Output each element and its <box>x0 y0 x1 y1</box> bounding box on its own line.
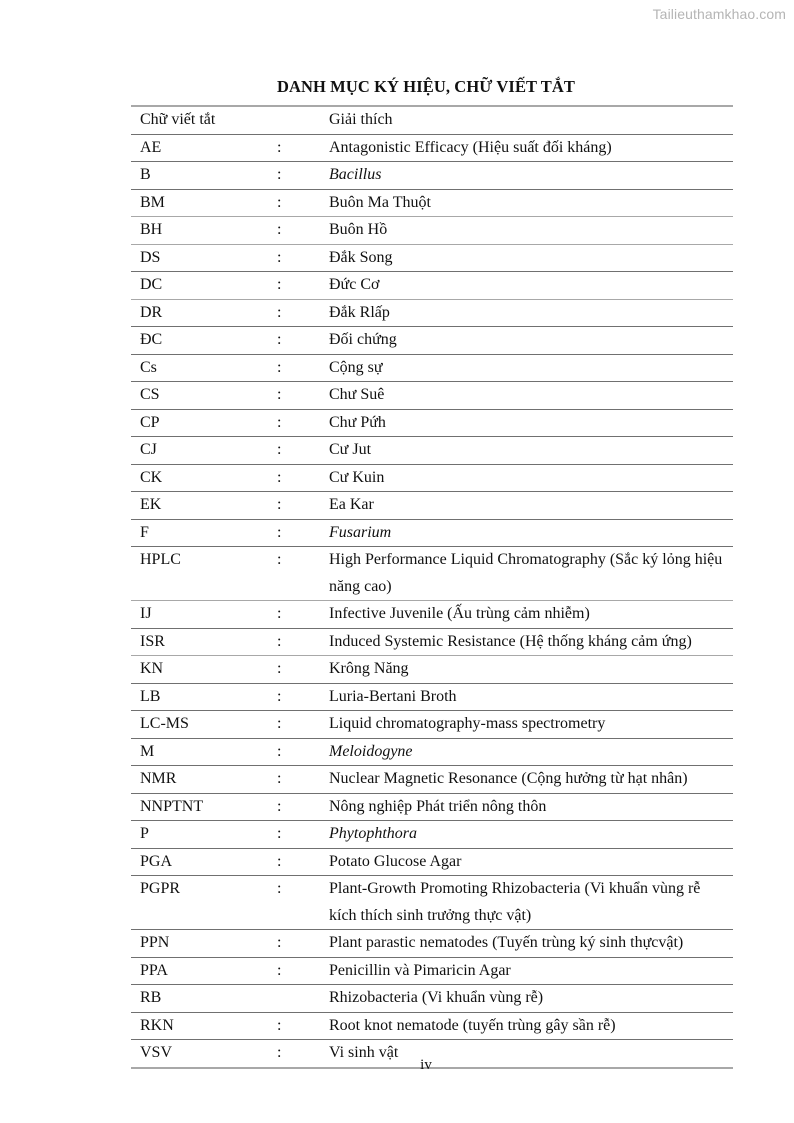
separator-cell: : <box>277 492 329 520</box>
table-row <box>131 547 733 601</box>
header-abbreviation: Chữ viết tắt <box>131 106 277 134</box>
separator-cell: : <box>277 382 329 410</box>
explanation-cell: Cư Jut <box>329 437 733 465</box>
abbreviation-cell: DR <box>131 299 277 327</box>
table-row <box>131 656 733 684</box>
separator-cell: : <box>277 738 329 766</box>
table-row <box>131 876 733 930</box>
separator-cell: : <box>277 217 329 245</box>
explanation-cell: Antagonistic Efficacy (Hiệu suất đối kháng) <box>329 134 733 162</box>
table-row <box>131 1012 733 1040</box>
abbreviation-cell: ĐC <box>131 327 277 355</box>
abbreviation-cell: CS <box>131 382 277 410</box>
abbreviation-table <box>131 105 733 1069</box>
abbreviation-cell: PPN <box>131 930 277 958</box>
table-row <box>131 437 733 465</box>
explanation-cell: Bacillus <box>329 162 733 190</box>
explanation-cell: Đắk Song <box>329 244 733 272</box>
separator-cell: : <box>277 656 329 684</box>
page-number: iv <box>420 1057 432 1073</box>
explanation-cell: Potato Glucose Agar <box>329 848 733 876</box>
explanation-cell: Cư Kuin <box>329 464 733 492</box>
table-row <box>131 628 733 656</box>
explanation-cell: Đắk Rlấp <box>329 299 733 327</box>
separator-cell: : <box>277 683 329 711</box>
table-row <box>131 930 733 958</box>
abbreviation-cell: RB <box>131 985 277 1013</box>
separator-cell: : <box>277 1040 329 1068</box>
table-row <box>131 848 733 876</box>
explanation-cell: Buôn Hồ <box>329 217 733 245</box>
separator-cell: : <box>277 628 329 656</box>
explanation-cell: Plant-Growth Promoting Rhizobacteria (Vi khuẩn vùng rễ kích thích sinh trưởng thực vật) <box>329 876 733 930</box>
separator-cell: : <box>277 876 329 930</box>
abbreviation-cell: NNPTNT <box>131 793 277 821</box>
abbreviation-cell: HPLC <box>131 547 277 601</box>
explanation-cell: Krông Năng <box>329 656 733 684</box>
separator-cell: : <box>277 464 329 492</box>
separator-cell: : <box>277 134 329 162</box>
table-row <box>131 299 733 327</box>
separator-cell: : <box>277 189 329 217</box>
table-row <box>131 492 733 520</box>
abbreviation-cell: F <box>131 519 277 547</box>
explanation-cell: Infective Juvenile (Ấu trùng cảm nhiễm) <box>329 601 733 629</box>
watermark: Tailieuthamkhao.com <box>652 6 786 22</box>
table-row <box>131 711 733 739</box>
abbreviation-cell: AE <box>131 134 277 162</box>
abbreviation-cell: M <box>131 738 277 766</box>
abbreviation-cell: LC-MS <box>131 711 277 739</box>
header-separator <box>277 106 329 134</box>
explanation-cell: Fusarium <box>329 519 733 547</box>
separator-cell: : <box>277 957 329 985</box>
table-row <box>131 409 733 437</box>
abbreviation-cell: LB <box>131 683 277 711</box>
separator-cell: : <box>277 601 329 629</box>
explanation-cell: Buôn Ma Thuột <box>329 189 733 217</box>
table-row <box>131 519 733 547</box>
separator-cell: : <box>277 821 329 849</box>
abbreviation-cell: BM <box>131 189 277 217</box>
separator-cell: : <box>277 299 329 327</box>
separator-cell: : <box>277 711 329 739</box>
explanation-cell: Liquid chromatography-mass spectrometry <box>329 711 733 739</box>
abbreviation-cell: RKN <box>131 1012 277 1040</box>
abbreviation-cell: NMR <box>131 766 277 794</box>
abbreviation-cell: DS <box>131 244 277 272</box>
explanation-cell: Induced Systemic Resistance (Hệ thống kháng cảm ứng) <box>329 628 733 656</box>
separator-cell: : <box>277 793 329 821</box>
explanation-cell: Chư Pứh <box>329 409 733 437</box>
separator-cell: : <box>277 1012 329 1040</box>
table-row <box>131 601 733 629</box>
separator-cell: : <box>277 766 329 794</box>
explanation-cell: Nông nghiệp Phát triển nông thôn <box>329 793 733 821</box>
explanation-cell: Đối chứng <box>329 327 733 355</box>
table-row <box>131 738 733 766</box>
separator-cell: : <box>277 848 329 876</box>
abbreviation-cell: B <box>131 162 277 190</box>
abbreviation-cell: IJ <box>131 601 277 629</box>
table-row <box>131 272 733 300</box>
table-row <box>131 957 733 985</box>
explanation-cell: Đức Cơ <box>329 272 733 300</box>
table-row <box>131 217 733 245</box>
table-row <box>131 354 733 382</box>
table-row <box>131 189 733 217</box>
table-row <box>131 821 733 849</box>
abbreviation-cell: CJ <box>131 437 277 465</box>
abbreviation-cell: CK <box>131 464 277 492</box>
table-row <box>131 382 733 410</box>
table-row <box>131 244 733 272</box>
table-row <box>131 793 733 821</box>
explanation-cell: High Performance Liquid Chromatography (Sắc ký lỏng hiệu năng cao) <box>329 547 733 601</box>
abbreviation-cell: VSV <box>131 1040 277 1068</box>
separator-cell: : <box>277 244 329 272</box>
separator-cell: : <box>277 162 329 190</box>
abbreviation-cell: PGA <box>131 848 277 876</box>
explanation-cell: Chư Suê <box>329 382 733 410</box>
table-row <box>131 134 733 162</box>
table-row <box>131 683 733 711</box>
abbreviation-cell: CP <box>131 409 277 437</box>
explanation-cell: Ea Kar <box>329 492 733 520</box>
abbreviation-cell: Cs <box>131 354 277 382</box>
separator-cell: : <box>277 519 329 547</box>
table-row <box>131 327 733 355</box>
page-title: DANH MỤC KÝ HIỆU, CHỮ VIẾT TẮT <box>276 77 576 96</box>
explanation-cell: Plant parastic nematodes (Tuyến trùng ký sinh thựcvật) <box>329 930 733 958</box>
abbreviation-cell: P <box>131 821 277 849</box>
explanation-cell: Rhizobacteria (Vi khuẩn vùng rễ) <box>329 985 733 1013</box>
separator-cell <box>277 985 329 1013</box>
abbreviation-cell: EK <box>131 492 277 520</box>
separator-cell: : <box>277 547 329 601</box>
explanation-cell: Root knot nematode (tuyến trùng gây sần rễ) <box>329 1012 733 1040</box>
explanation-cell: Nuclear Magnetic Resonance (Cộng hưởng từ hạt nhân) <box>329 766 733 794</box>
separator-cell: : <box>277 327 329 355</box>
separator-cell: : <box>277 354 329 382</box>
explanation-cell: Meloidogyne <box>329 738 733 766</box>
explanation-cell: Luria-Bertani Broth <box>329 683 733 711</box>
explanation-cell: Phytophthora <box>329 821 733 849</box>
table-row <box>131 985 733 1013</box>
explanation-cell: Penicillin và Pimaricin Agar <box>329 957 733 985</box>
separator-cell: : <box>277 930 329 958</box>
abbreviation-cell: KN <box>131 656 277 684</box>
table-row <box>131 766 733 794</box>
separator-cell: : <box>277 409 329 437</box>
separator-cell: : <box>277 272 329 300</box>
abbreviation-cell: PPA <box>131 957 277 985</box>
abbreviation-cell: DC <box>131 272 277 300</box>
table-row <box>131 464 733 492</box>
explanation-cell: Vi sinh vật <box>329 1040 733 1068</box>
explanation-cell: Cộng sự <box>329 354 733 382</box>
table-header-row <box>131 106 733 134</box>
abbreviation-cell: BH <box>131 217 277 245</box>
table-row <box>131 162 733 190</box>
abbreviation-cell: PGPR <box>131 876 277 930</box>
abbreviation-cell: ISR <box>131 628 277 656</box>
header-explanation: Giải thích <box>329 106 733 134</box>
separator-cell: : <box>277 437 329 465</box>
